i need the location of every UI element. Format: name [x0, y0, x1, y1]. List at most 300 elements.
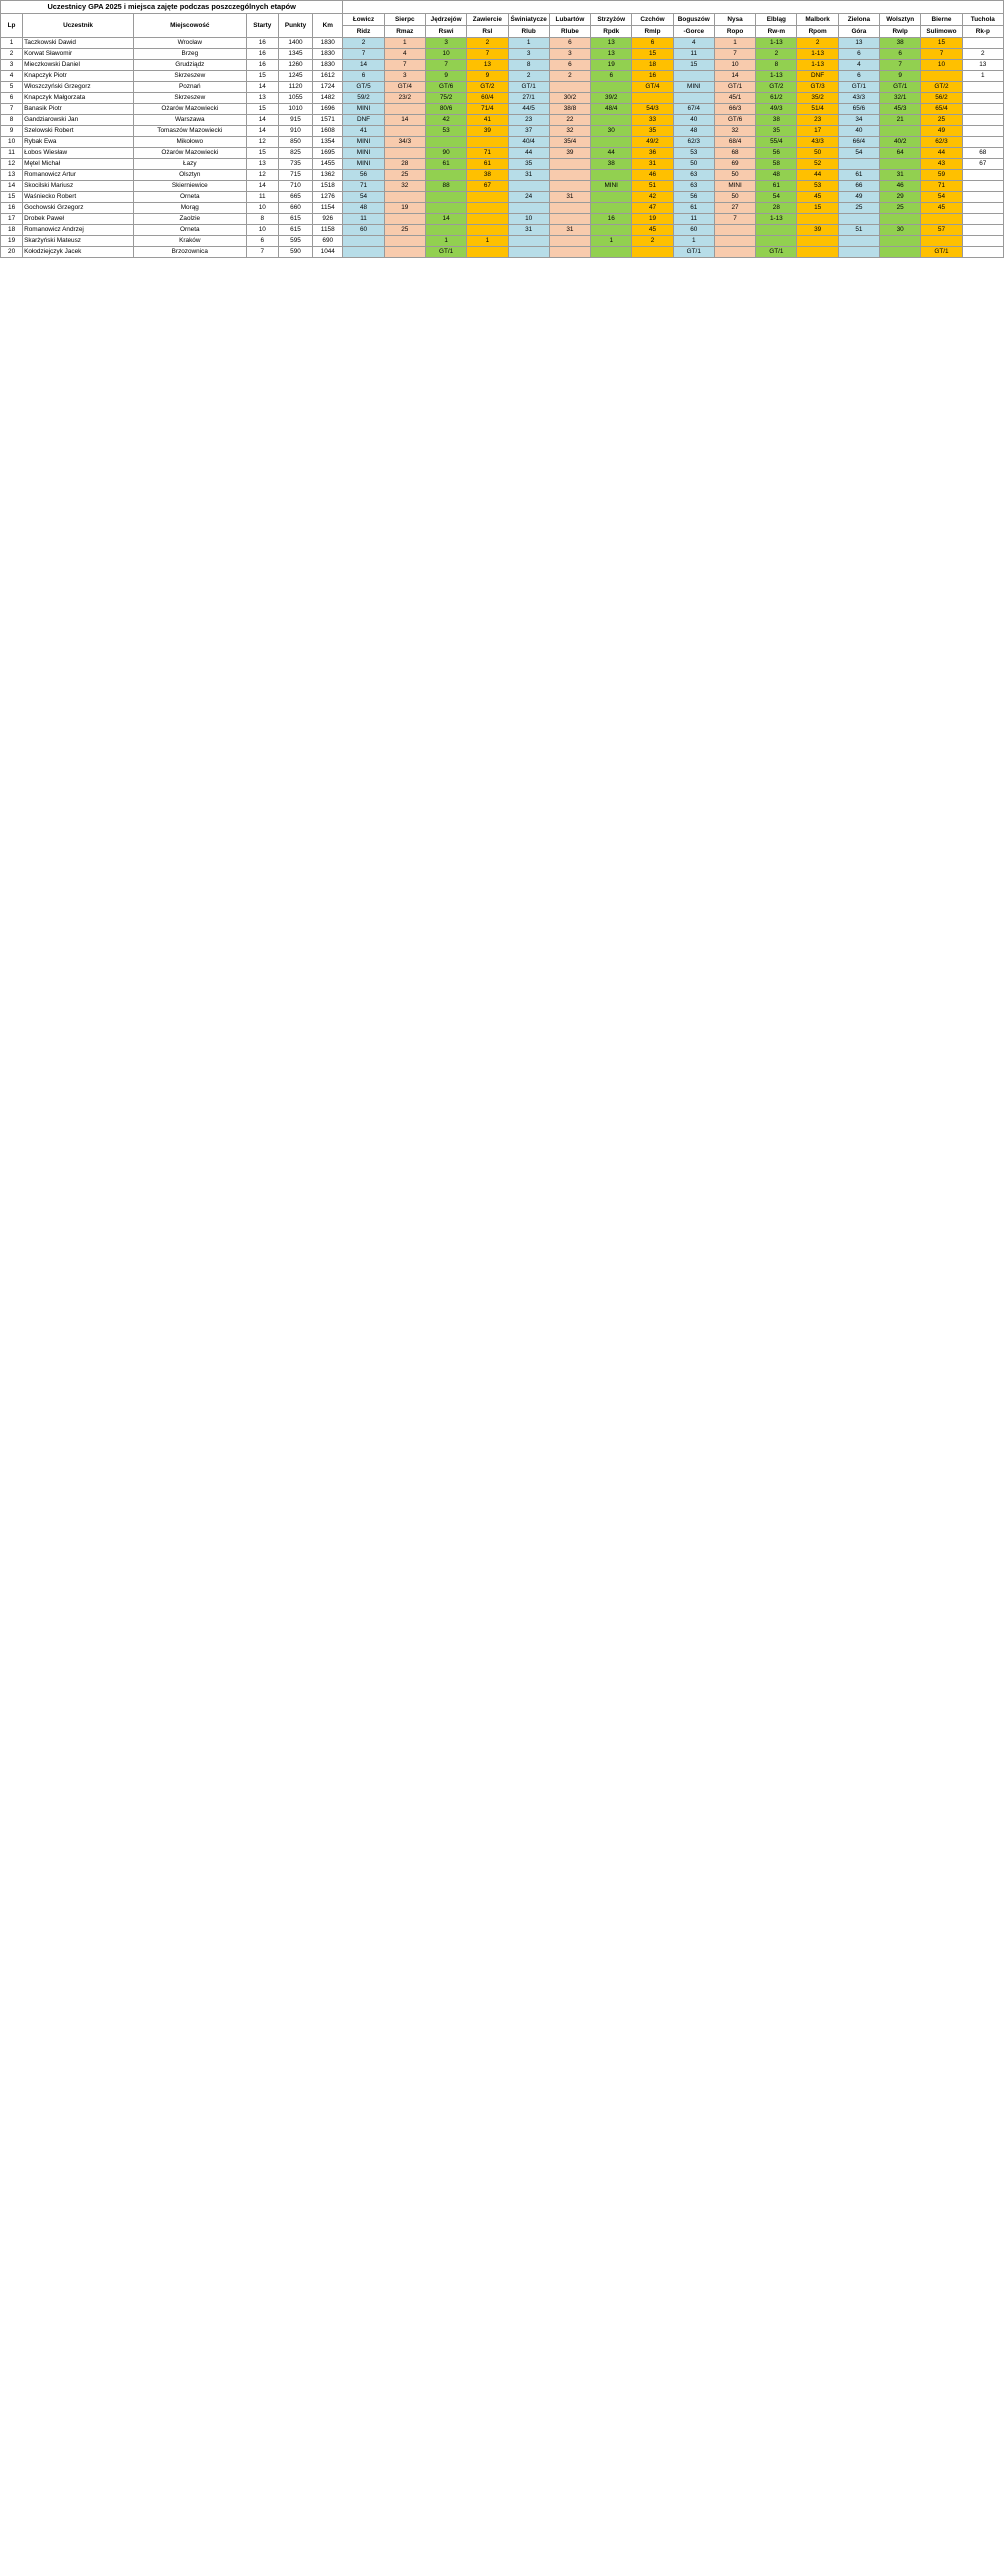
cell-stage-result: 40/2	[880, 137, 921, 148]
cell-stage-result: 53	[673, 148, 714, 159]
cell-stage-result: 32/1	[880, 93, 921, 104]
cell-stage-result: 13	[962, 60, 1003, 71]
cell-km: 1695	[313, 148, 343, 159]
cell-stage-result	[467, 203, 508, 214]
cell-stage-result	[549, 82, 590, 93]
cell-points: 595	[278, 236, 312, 247]
cell-km: 1612	[313, 71, 343, 82]
cell-stage-result: GT/1	[508, 82, 549, 93]
cell-stage-result: 2	[508, 71, 549, 82]
cell-stage-result: 1-13	[756, 214, 797, 225]
cell-stage-result: 7	[714, 49, 755, 60]
cell-stage-result: 45/3	[880, 104, 921, 115]
cell-stage-result	[962, 137, 1003, 148]
cell-stage-result: 62/3	[673, 137, 714, 148]
cell-city: Morąg	[133, 203, 246, 214]
cell-points: 710	[278, 181, 312, 192]
cell-stage-result	[591, 192, 632, 203]
cell-stage-result: 2	[797, 38, 838, 49]
cell-stage-result: 23/2	[384, 93, 425, 104]
cell-stage-result	[962, 203, 1003, 214]
stage-code: Rsl	[467, 26, 508, 38]
cell-stage-result: 7	[425, 60, 466, 71]
cell-stage-result: 51	[838, 225, 879, 236]
cell-stage-result	[384, 247, 425, 258]
stage-name: Zielona	[838, 14, 879, 26]
cell-stage-result: 2	[632, 236, 673, 247]
stage-code: -Gorce	[673, 26, 714, 38]
cell-km: 1608	[313, 126, 343, 137]
cell-stage-result: MINI	[673, 82, 714, 93]
cell-stage-result: 38	[880, 38, 921, 49]
cell-name: Romanowicz Andrzej	[23, 225, 134, 236]
stage-name: Zawiercie	[467, 14, 508, 26]
cell-stage-result	[797, 247, 838, 258]
cell-stage-result: GT/6	[425, 82, 466, 93]
cell-stage-result	[838, 247, 879, 258]
cell-stage-result	[921, 236, 962, 247]
cell-stage-result	[591, 82, 632, 93]
cell-points: 1345	[278, 49, 312, 60]
stage-name: Łowicz	[343, 14, 384, 26]
cell-stage-result: 14	[343, 60, 384, 71]
cell-stage-result: GT/1	[714, 82, 755, 93]
cell-stage-result	[549, 247, 590, 258]
cell-stage-result: 16	[632, 71, 673, 82]
cell-km: 1830	[313, 38, 343, 49]
cell-stage-result: 1	[591, 236, 632, 247]
cell-stage-result: 59/2	[343, 93, 384, 104]
cell-stage-result: 44/5	[508, 104, 549, 115]
cell-stage-result: 60/4	[467, 93, 508, 104]
cell-starts: 15	[246, 71, 278, 82]
cell-starts: 14	[246, 181, 278, 192]
cell-stage-result	[549, 236, 590, 247]
cell-stage-result: 1	[384, 38, 425, 49]
cell-lp: 3	[1, 60, 23, 71]
cell-stage-result: 54/3	[632, 104, 673, 115]
cell-stage-result: 6	[549, 38, 590, 49]
cell-stage-result: 35	[632, 126, 673, 137]
cell-stage-result: 7	[714, 214, 755, 225]
cell-stage-result: 61	[673, 203, 714, 214]
cell-stage-result	[673, 71, 714, 82]
cell-km: 1354	[313, 137, 343, 148]
cell-stage-result: 60	[343, 225, 384, 236]
cell-stage-result	[384, 236, 425, 247]
cell-stage-result	[797, 236, 838, 247]
cell-lp: 16	[1, 203, 23, 214]
cell-stage-result: 25	[921, 115, 962, 126]
cell-stage-result	[714, 247, 755, 258]
cell-stage-result: 38	[756, 115, 797, 126]
stage-code: Rwlp	[880, 26, 921, 38]
cell-stage-result	[921, 71, 962, 82]
cell-stage-result: 1-13	[797, 60, 838, 71]
cell-city: Skierniewice	[133, 181, 246, 192]
cell-stage-result	[714, 225, 755, 236]
cell-stage-result	[962, 82, 1003, 93]
cell-stage-result: 32	[714, 126, 755, 137]
cell-stage-result: 23	[508, 115, 549, 126]
cell-stage-result: 58	[756, 159, 797, 170]
cell-stage-result: 90	[425, 148, 466, 159]
cell-stage-result: 35	[756, 126, 797, 137]
cell-stage-result	[632, 247, 673, 258]
cell-stage-result: MINI	[343, 148, 384, 159]
cell-name: Włoszczyński Grzegorz	[23, 82, 134, 93]
table-row	[1, 115, 1004, 126]
cell-stage-result	[508, 181, 549, 192]
cell-city: Warszawa	[133, 115, 246, 126]
cell-stage-result: 45	[797, 192, 838, 203]
cell-lp: 8	[1, 115, 23, 126]
cell-stage-result: 23	[797, 115, 838, 126]
cell-stage-result: MINI	[591, 181, 632, 192]
cell-stage-result: 30	[591, 126, 632, 137]
cell-stage-result: 65/4	[921, 104, 962, 115]
cell-stage-result: 71/4	[467, 104, 508, 115]
cell-stage-result: 52	[797, 159, 838, 170]
cell-starts: 14	[246, 82, 278, 93]
cell-stage-result: 21	[880, 115, 921, 126]
cell-stage-result: 13	[591, 38, 632, 49]
cell-stage-result: 50	[673, 159, 714, 170]
stage-code: Rmlp	[632, 26, 673, 38]
title-spacer	[343, 1, 1004, 14]
cell-stage-result	[921, 214, 962, 225]
cell-stage-result: 46	[632, 170, 673, 181]
cell-stage-result: 4	[384, 49, 425, 60]
cell-stage-result: 88	[425, 181, 466, 192]
cell-name: Kołodziejczyk Jacek	[23, 247, 134, 258]
table-row	[1, 181, 1004, 192]
cell-stage-result: 3	[508, 49, 549, 60]
cell-stage-result: 3	[425, 38, 466, 49]
cell-stage-result: DNF	[343, 115, 384, 126]
cell-name: Banasik Piotr	[23, 104, 134, 115]
cell-stage-result: 54	[343, 192, 384, 203]
cell-name: Knapczyk Małgorzata	[23, 93, 134, 104]
cell-starts: 15	[246, 148, 278, 159]
cell-stage-result	[962, 170, 1003, 181]
cell-city: Skrzeszew	[133, 71, 246, 82]
cell-points: 1010	[278, 104, 312, 115]
cell-stage-result	[508, 236, 549, 247]
cell-city: Ożarów Mazowiecki	[133, 148, 246, 159]
cell-starts: 10	[246, 203, 278, 214]
cell-lp: 1	[1, 38, 23, 49]
cell-city: Tomaszów Mazowiecki	[133, 126, 246, 137]
cell-km: 1696	[313, 104, 343, 115]
cell-stage-result: 67	[467, 181, 508, 192]
cell-km: 1830	[313, 49, 343, 60]
cell-city: Zaolzie	[133, 214, 246, 225]
cell-stage-result: 55/4	[756, 137, 797, 148]
cell-stage-result: 14	[425, 214, 466, 225]
cell-name: Korwat Sławomir	[23, 49, 134, 60]
cell-stage-result: 49/2	[632, 137, 673, 148]
cell-points: 1260	[278, 60, 312, 71]
cell-starts: 10	[246, 225, 278, 236]
cell-stage-result: 6	[343, 71, 384, 82]
cell-stage-result	[962, 236, 1003, 247]
cell-stage-result	[756, 225, 797, 236]
cell-city: Skrzeszew	[133, 93, 246, 104]
cell-points: 850	[278, 137, 312, 148]
cell-stage-result: 35/2	[797, 93, 838, 104]
cell-stage-result: 39	[467, 126, 508, 137]
cell-name: Rybak Ewa	[23, 137, 134, 148]
cell-stage-result: 66/3	[714, 104, 755, 115]
cell-stage-result: 61	[838, 170, 879, 181]
cell-stage-result: 48	[343, 203, 384, 214]
cell-stage-result: 69	[714, 159, 755, 170]
cell-stage-result: 48	[673, 126, 714, 137]
cell-stage-result: 30	[880, 225, 921, 236]
cell-points: 910	[278, 126, 312, 137]
cell-stage-result: 6	[838, 71, 879, 82]
cell-stage-result	[632, 93, 673, 104]
cell-stage-result: 39	[549, 148, 590, 159]
cell-stage-result: 1-13	[797, 49, 838, 60]
cell-city: Poznań	[133, 82, 246, 93]
cell-stage-result: 68	[714, 148, 755, 159]
cell-stage-result: 38/8	[549, 104, 590, 115]
cell-stage-result: 56	[673, 192, 714, 203]
cell-name: Łobos Wiesław	[23, 148, 134, 159]
stage-name: Boguszów	[673, 14, 714, 26]
cell-stage-result: 15	[797, 203, 838, 214]
cell-km: 1158	[313, 225, 343, 236]
cell-stage-result: 38	[591, 159, 632, 170]
cell-lp: 14	[1, 181, 23, 192]
cell-stage-result: 38	[467, 170, 508, 181]
cell-stage-result: 42	[425, 115, 466, 126]
cell-stage-result: 54	[838, 148, 879, 159]
cell-stage-result: 53	[797, 181, 838, 192]
cell-stage-result	[384, 148, 425, 159]
cell-stage-result: 13	[591, 49, 632, 60]
cell-km: 1044	[313, 247, 343, 258]
cell-stage-result: GT/1	[880, 82, 921, 93]
cell-stage-result: 61	[425, 159, 466, 170]
cell-stage-result: 7	[384, 60, 425, 71]
cell-stage-result: 44	[921, 148, 962, 159]
cell-stage-result: 13	[467, 60, 508, 71]
cell-stage-result	[467, 225, 508, 236]
cell-stage-result: 14	[384, 115, 425, 126]
cell-stage-result	[591, 247, 632, 258]
cell-stage-result: MINI	[343, 104, 384, 115]
cell-stage-result: 43/3	[838, 93, 879, 104]
cell-km: 1571	[313, 115, 343, 126]
cell-stage-result: 33	[632, 115, 673, 126]
cell-stage-result: 8	[508, 60, 549, 71]
col-points: Punkty	[278, 14, 312, 38]
cell-starts: 7	[246, 247, 278, 258]
cell-stage-result: 3	[549, 49, 590, 60]
cell-stage-result: 80/6	[425, 104, 466, 115]
cell-stage-result: 19	[632, 214, 673, 225]
cell-stage-result: 2	[467, 38, 508, 49]
cell-stage-result: GT/5	[343, 82, 384, 93]
cell-stage-result: 32	[549, 126, 590, 137]
cell-stage-result: 6	[880, 49, 921, 60]
cell-stage-result: 39/2	[591, 93, 632, 104]
cell-lp: 15	[1, 192, 23, 203]
cell-stage-result: GT/6	[714, 115, 755, 126]
cell-stage-result: 63	[673, 170, 714, 181]
cell-stage-result: 68	[962, 148, 1003, 159]
cell-km: 1455	[313, 159, 343, 170]
cell-stage-result: 15	[632, 49, 673, 60]
cell-stage-result: 42	[632, 192, 673, 203]
table-row	[1, 104, 1004, 115]
table-row	[1, 71, 1004, 82]
cell-stage-result: 4	[838, 60, 879, 71]
cell-lp: 10	[1, 137, 23, 148]
cell-name: Skarżyński Mateusz	[23, 236, 134, 247]
cell-km: 1276	[313, 192, 343, 203]
cell-points: 735	[278, 159, 312, 170]
stage-name: Wolsztyn	[880, 14, 921, 26]
stage-code: Rlube	[549, 26, 590, 38]
cell-stage-result: 71	[921, 181, 962, 192]
cell-stage-result	[591, 115, 632, 126]
cell-stage-result: 24	[508, 192, 549, 203]
cell-stage-result: 1	[962, 71, 1003, 82]
cell-stage-result: 37	[508, 126, 549, 137]
stage-code: Rswi	[425, 26, 466, 38]
cell-stage-result	[962, 192, 1003, 203]
cell-starts: 11	[246, 192, 278, 203]
cell-stage-result: 2	[962, 49, 1003, 60]
cell-stage-result: 60	[673, 225, 714, 236]
cell-stage-result: 41	[343, 126, 384, 137]
cell-stage-result	[425, 137, 466, 148]
cell-city: Grudziądz	[133, 60, 246, 71]
cell-stage-result: 11	[343, 214, 384, 225]
cell-stage-result: 48	[756, 170, 797, 181]
cell-stage-result: 61	[467, 159, 508, 170]
stage-name: Lubartów	[549, 14, 590, 26]
cell-stage-result: 40	[838, 126, 879, 137]
stage-name: Jędrzejów	[425, 14, 466, 26]
cell-stage-result	[673, 93, 714, 104]
cell-stage-result: 28	[756, 203, 797, 214]
stage-code: Rpdk	[591, 26, 632, 38]
cell-points: 660	[278, 203, 312, 214]
cell-starts: 14	[246, 115, 278, 126]
cell-points: 825	[278, 148, 312, 159]
cell-lp: 18	[1, 225, 23, 236]
cell-stage-result	[384, 214, 425, 225]
cell-lp: 17	[1, 214, 23, 225]
cell-stage-result	[838, 236, 879, 247]
cell-stage-result: 59	[921, 170, 962, 181]
cell-stage-result: 32	[384, 181, 425, 192]
cell-stage-result: 2	[549, 71, 590, 82]
cell-stage-result	[549, 170, 590, 181]
cell-stage-result	[508, 203, 549, 214]
table-row	[1, 49, 1004, 60]
table-row	[1, 214, 1004, 225]
table-row	[1, 93, 1004, 104]
cell-stage-result: 61/2	[756, 93, 797, 104]
table-row	[1, 126, 1004, 137]
cell-stage-result: 22	[549, 115, 590, 126]
cell-km: 1362	[313, 170, 343, 181]
cell-stage-result	[384, 104, 425, 115]
cell-stage-result: 51/4	[797, 104, 838, 115]
results-table	[0, 0, 1004, 258]
cell-stage-result: 40/4	[508, 137, 549, 148]
cell-city: Wrocław	[133, 38, 246, 49]
cell-stage-result	[962, 126, 1003, 137]
cell-stage-result: 35	[508, 159, 549, 170]
cell-city: Olsztyn	[133, 170, 246, 181]
cell-km: 926	[313, 214, 343, 225]
cell-stage-result	[467, 214, 508, 225]
cell-stage-result: 67/4	[673, 104, 714, 115]
cell-stage-result: 49	[921, 126, 962, 137]
cell-stage-result: 9	[880, 71, 921, 82]
cell-lp: 13	[1, 170, 23, 181]
cell-stage-result	[756, 236, 797, 247]
cell-points: 615	[278, 214, 312, 225]
cell-stage-result: 61	[756, 181, 797, 192]
cell-stage-result: 57	[921, 225, 962, 236]
cell-stage-result	[508, 247, 549, 258]
table-body	[1, 38, 1004, 258]
cell-stage-result: 25	[384, 170, 425, 181]
cell-starts: 13	[246, 93, 278, 104]
cell-km: 1154	[313, 203, 343, 214]
cell-city: Mikołowo	[133, 137, 246, 148]
table-row	[1, 192, 1004, 203]
cell-stage-result: 40	[673, 115, 714, 126]
cell-stage-result: 31	[549, 225, 590, 236]
stage-name: Sierpc	[384, 14, 425, 26]
table-row	[1, 203, 1004, 214]
cell-name: Szelowski Robert	[23, 126, 134, 137]
cell-stage-result: 54	[756, 192, 797, 203]
cell-stage-result: 56/2	[921, 93, 962, 104]
cell-stage-result: 25	[880, 203, 921, 214]
cell-city: Ożarów Mazowiecki	[133, 104, 246, 115]
cell-stage-result	[838, 159, 879, 170]
cell-stage-result	[962, 214, 1003, 225]
table-row	[1, 225, 1004, 236]
cell-stage-result: 29	[880, 192, 921, 203]
cell-points: 715	[278, 170, 312, 181]
header-row-stage-names	[1, 14, 1004, 26]
cell-stage-result: 15	[921, 38, 962, 49]
stage-name: Świniatycze	[508, 14, 549, 26]
cell-stage-result: 10	[714, 60, 755, 71]
cell-stage-result	[962, 104, 1003, 115]
cell-stage-result: 45	[632, 225, 673, 236]
cell-stage-result	[962, 181, 1003, 192]
cell-stage-result	[962, 247, 1003, 258]
cell-stage-result	[384, 192, 425, 203]
stage-code: Ridz	[343, 26, 384, 38]
cell-stage-result: GT/1	[673, 247, 714, 258]
cell-points: 1245	[278, 71, 312, 82]
cell-stage-result: 1-13	[756, 71, 797, 82]
cell-points: 1055	[278, 93, 312, 104]
